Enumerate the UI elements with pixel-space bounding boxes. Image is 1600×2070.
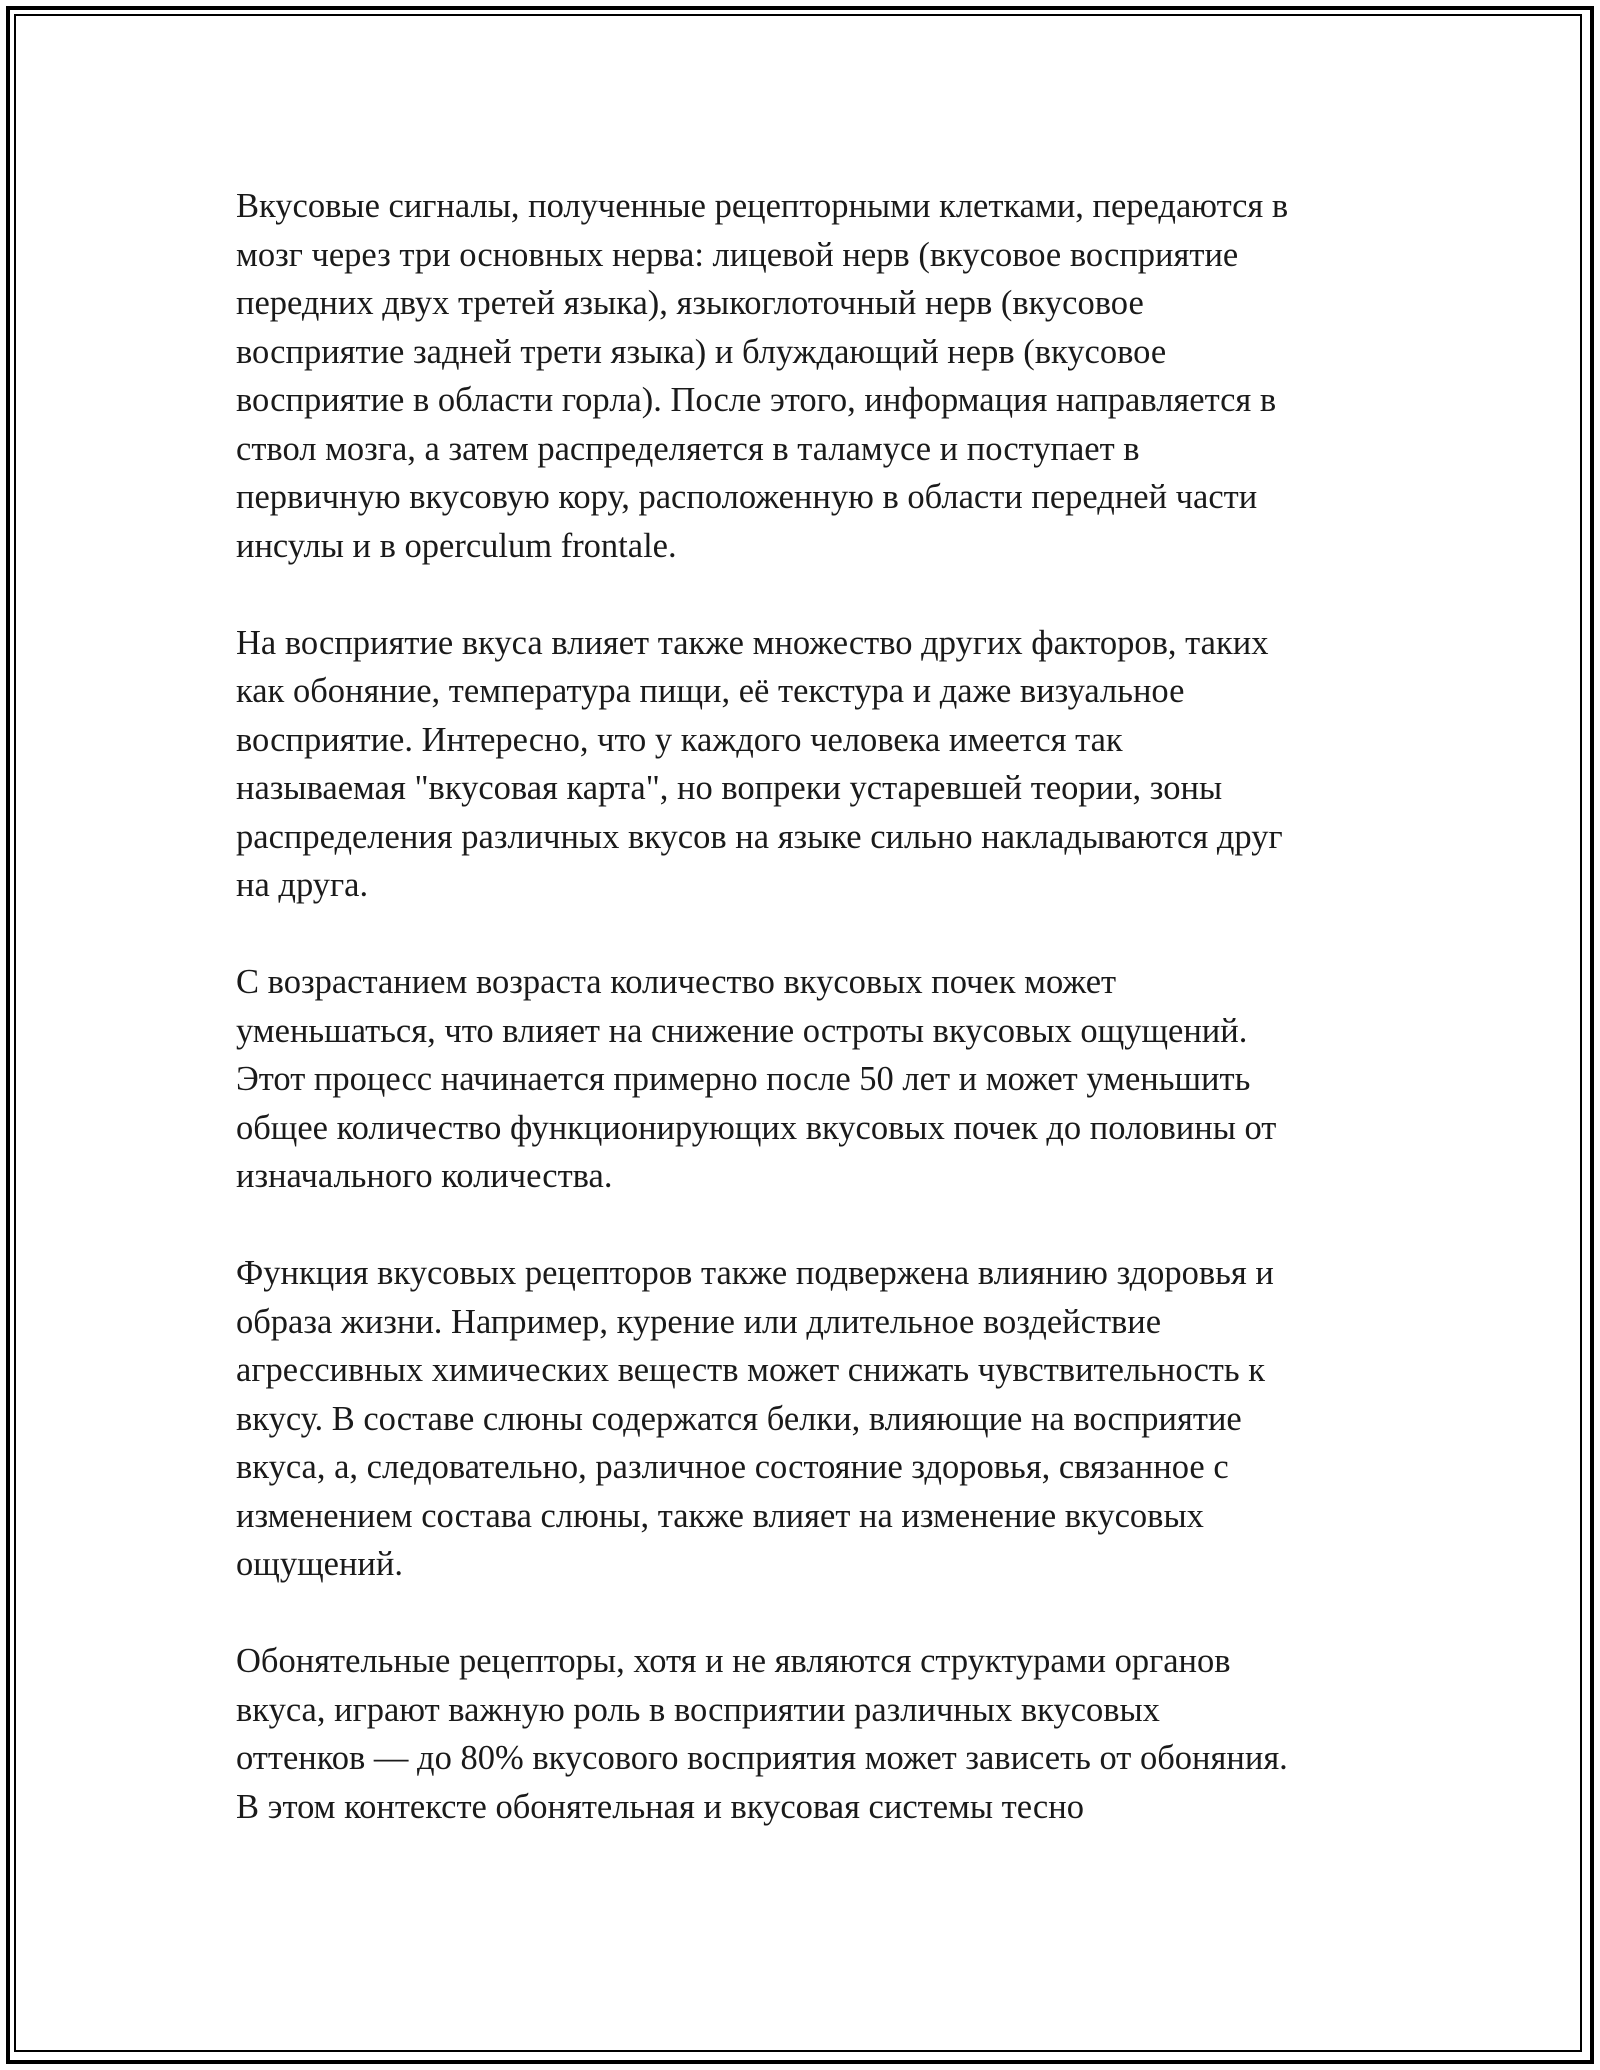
paragraph-age-and-taste-buds: С возрастанием возраста количество вкусовых почек может уменьшаться, что влияет на снижение остроты вкусовых ощущений. Этот процесс начинается примерно после 50 лет и может уменьшить общее количество функционирующих вкусовых почек до половины от изначального количества. xyxy=(236,963,1277,1195)
document-body xyxy=(236,182,1366,1831)
paragraph-taste-perception-factors: На восприятие вкуса влияет также множество других факторов, таких как обоняние, температура пищи, её текстура и даже визуальное восприятие. Интересно, что у каждого человека имеется так называемая "вкусовая карта", но вопреки устаревшей теории, зоны распределения различных вкусов на языке сильно накладываются друг на друга. xyxy=(236,623,1283,904)
paragraph-taste-signal-pathway: Вкусовые сигналы, полученные рецепторными клетками, передаются в мозг через три основных нерва: лицевой нерв (вкусовое восприятие передних двух третей языка), языкоглоточный нерв (вкусовое восприятие задней трети языка) и блуждающий нерв (вкусовое восприятие в области горла). После этого, информация направляется в ствол мозга, а затем распределяется в таламусе и поступает в первичную вкусовую кору, расположенную в области передней части инсулы и в operculum frontale. xyxy=(236,187,1289,565)
paragraph-health-and-lifestyle: Функция вкусовых рецепторов также подвержена влиянию здоровья и образа жизни. Например, курение или длительное воздействие агрессивных химических веществ может снижать чувствительность к вкусу. В составе слюны содержатся белки, влияющие на восприятие вкуса, а, следовательно, различное состояние здоровья, связанное с изменением состава слюны, также влияет на изменение вкусовых ощущений. xyxy=(236,1254,1274,1583)
paragraph-olfactory-receptors: Обонятельные рецепторы, хотя и не являются структурами органов вкуса, играют важную роль в восприятии различных вкусовых оттенков — до 80% вкусового восприятия может зависеть от обоняния. В этом контексте обонятельная и вкусовая системы тесно xyxy=(236,1642,1288,1826)
